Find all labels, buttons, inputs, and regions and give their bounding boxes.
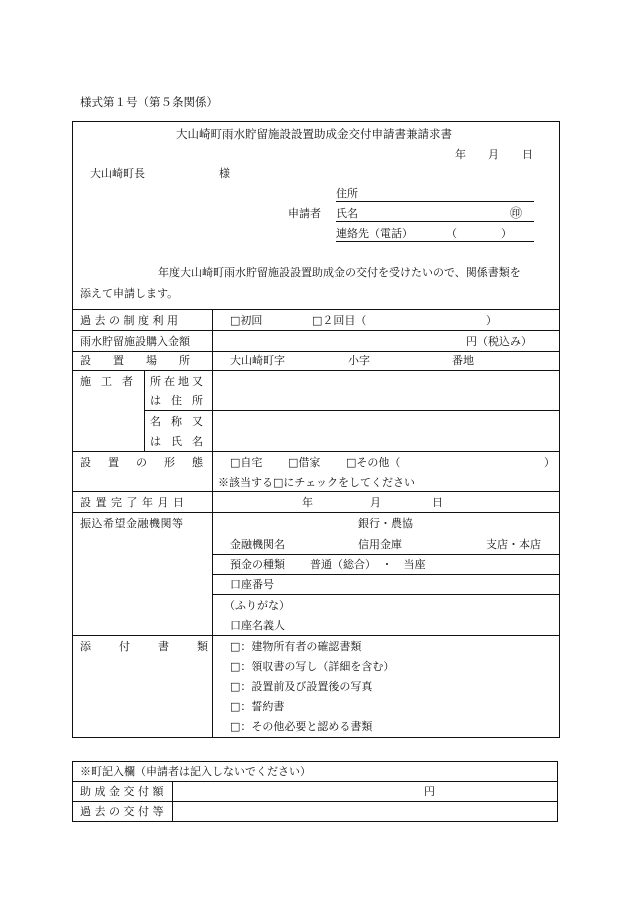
date-day-label: 日 bbox=[522, 148, 533, 161]
past-use-label: 過去の制度利用 bbox=[80, 314, 182, 327]
location-koaza: 小字 bbox=[348, 354, 370, 367]
attachment-item[interactable]: □：設置前及び設置後の写真 bbox=[230, 680, 373, 693]
applicant-contact-label: 連絡先（電話） bbox=[336, 227, 413, 240]
label-column-divider bbox=[212, 309, 213, 738]
contractor-name-label-2: は氏名 bbox=[150, 435, 213, 448]
applicant-address-line[interactable] bbox=[336, 201, 534, 202]
completion-year-label: 年 bbox=[302, 496, 313, 509]
account-number-label: 口座番号 bbox=[230, 578, 274, 591]
furigana-label: （ふりがな） bbox=[224, 599, 290, 612]
row-rule bbox=[72, 351, 560, 352]
statement-line-2: 添えて申請します。 bbox=[80, 287, 179, 300]
row-rule bbox=[72, 491, 560, 492]
attachment-item[interactable]: □：領収書の写し（詳細を含む） bbox=[230, 660, 395, 673]
attachment-item[interactable]: □：建物所有者の確認書類 bbox=[230, 640, 362, 653]
date-year-label: 年 bbox=[455, 148, 466, 161]
seal-mark: ㊞ bbox=[510, 206, 523, 220]
applicant-name-label: 氏名 bbox=[336, 207, 358, 220]
form-check-note: ※該当する□にチェックをしてください bbox=[218, 476, 416, 489]
contractor-sub-divider bbox=[144, 370, 145, 451]
bank-credit-union: 信用金庫 bbox=[358, 538, 402, 551]
office-row-rule bbox=[72, 801, 558, 802]
past-use-first-option[interactable]: □初回 bbox=[230, 314, 263, 327]
addressee-honorific: 様 bbox=[219, 167, 230, 180]
applicant-label: 申請者 bbox=[288, 207, 321, 220]
completion-date-label: 設置完了年月日 bbox=[80, 496, 189, 509]
grant-amount-unit: 円 bbox=[424, 785, 435, 798]
grant-amount-label: 助成金交付額 bbox=[80, 785, 167, 798]
bank-branch-types: 支店・本店 bbox=[486, 538, 541, 551]
row-rule bbox=[72, 309, 560, 310]
form-number: 様式第１号（第５条関係） bbox=[80, 95, 218, 109]
past-use-close-paren: ） bbox=[486, 314, 497, 327]
statement-line-1: 年度大山崎町雨水貯留施設設置助成金の交付を受けたいので、関係書類を bbox=[158, 266, 521, 279]
row-rule bbox=[72, 451, 560, 452]
purchase-amount-unit: 円（税込み） bbox=[466, 335, 532, 348]
bank-institution-label: 金融機関名 bbox=[230, 538, 285, 551]
past-grants-label: 過去の交付等 bbox=[80, 805, 167, 818]
form-type-label: 設置の形態 bbox=[80, 456, 220, 469]
account-holder-label: 口座名義人 bbox=[230, 619, 285, 632]
applicant-name-line[interactable] bbox=[336, 221, 534, 222]
location-banchi: 番地 bbox=[452, 354, 474, 367]
row-rule bbox=[144, 410, 560, 411]
attachment-item[interactable]: □：誓約書 bbox=[230, 700, 285, 713]
contractor-address-label-1: 所在地又 bbox=[150, 375, 206, 388]
completion-month-label: 月 bbox=[370, 496, 381, 509]
applicant-address-label: 住所 bbox=[336, 187, 358, 200]
row-rule bbox=[72, 512, 560, 513]
attachments-label: 添付書類 bbox=[80, 640, 236, 653]
location-label: 設置場所 bbox=[80, 354, 212, 367]
account-type-label: 預金の種類 bbox=[230, 558, 285, 571]
form-other-option[interactable]: □その他（ bbox=[346, 456, 401, 469]
date-month-label: 月 bbox=[488, 148, 499, 161]
contractor-label: 施工者 bbox=[80, 375, 143, 388]
form-title: 大山崎町雨水貯留施設設置助成金交付申請書兼請求書 bbox=[176, 127, 452, 141]
office-row-rule bbox=[72, 781, 558, 782]
row-rule bbox=[72, 635, 560, 636]
past-use-second-option[interactable]: □２回目（ bbox=[312, 314, 367, 327]
form-rental-option[interactable]: □借家 bbox=[288, 456, 321, 469]
row-rule bbox=[72, 370, 560, 371]
office-column-divider bbox=[172, 781, 173, 822]
form-own-home-option[interactable]: □自宅 bbox=[230, 456, 263, 469]
location-town: 大山崎町字 bbox=[230, 354, 285, 367]
purchase-amount-label: 雨水貯留施設購入金額 bbox=[80, 335, 190, 348]
row-rule bbox=[212, 554, 560, 555]
row-rule bbox=[212, 594, 560, 595]
completion-day-label: 日 bbox=[432, 496, 443, 509]
bank-section-label: 振込希望金融機関等 bbox=[80, 517, 184, 530]
contractor-address-label-2: は住所 bbox=[150, 394, 213, 407]
applicant-contact-line[interactable] bbox=[336, 241, 534, 242]
applicant-contact-parens: （ ） bbox=[446, 227, 512, 240]
bank-types: 銀行・農協 bbox=[358, 517, 413, 530]
row-rule bbox=[212, 574, 560, 575]
row-rule bbox=[72, 330, 560, 331]
contractor-name-label-1: 名称又 bbox=[150, 415, 213, 428]
account-types: 普通（総合） ・ 当座 bbox=[310, 558, 426, 571]
addressee-name: 大山崎町長 bbox=[90, 167, 145, 180]
attachment-item[interactable]: □：その他必要と認める書類 bbox=[230, 720, 373, 733]
form-other-close-paren: ） bbox=[544, 456, 555, 469]
office-use-header: ※町記入欄（申請者は記入しないでください） bbox=[80, 765, 311, 778]
